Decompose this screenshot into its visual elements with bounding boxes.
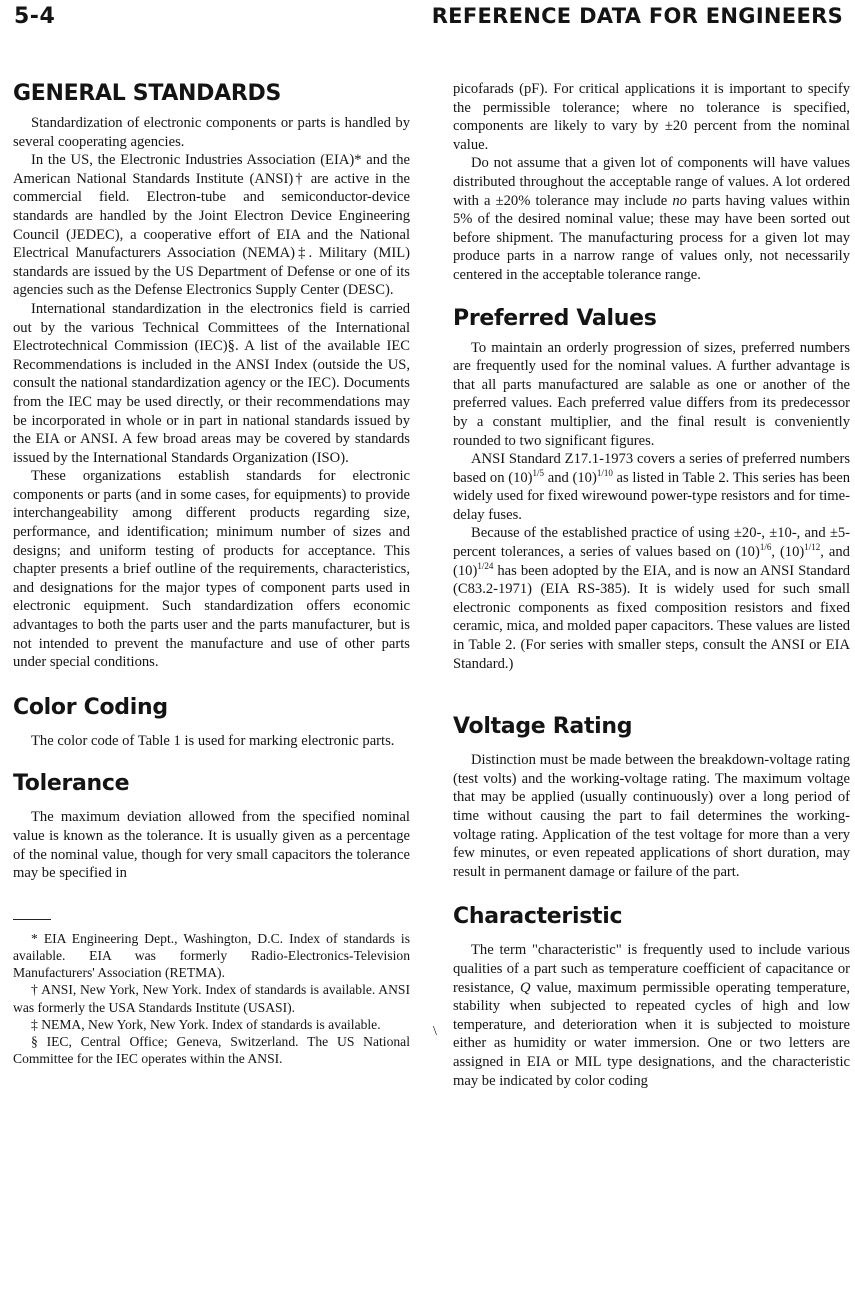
heading-preferred-values: Preferred Values: [453, 305, 657, 331]
paragraph: Do not assume that a given lot of components will have values distributed throughout the acceptable range of values. A lot ordered with a ±20% tolerance may include no parts having values within 5% of the desired nominal value; these may have been sorted out before shipment. The manufacturing process for a given lot may produce parts in a narrow range of values only, not necessarily centered in the acceptable tolerance range.: [453, 155, 850, 283]
paragraph: Distinction must be made between the breakdown-voltage rating (test volts) and the working-voltage rating. The maximum voltage that may be applied (usually continuously) over a long period of time without causing the part to fail determines the working-voltage rating. Application of the test voltage for more than a very few minutes, or even repeated applications of short duration, may result in permanent damage or failure of the part.: [453, 752, 850, 880]
right-column: [453, 80, 850, 1090]
page-header: [14, 4, 843, 34]
paragraph: picofarads (pF). For critical applications it is important to specify the permissible tolerance; where no tolerance is specified, components are likely to vary by ±20 percent from the nominal value.: [453, 81, 850, 153]
footnote: * EIA Engineering Dept., Washington, D.C. Index of standards is available. EIA was formerly Radio-Electronics-Television Manufacturers' Association (RETMA).: [13, 930, 410, 981]
left-column: [13, 80, 410, 1067]
heading-color-coding: Color Coding: [13, 694, 168, 720]
footnote: † ANSI, New York, New York. Index of standards is available. ANSI was formerly the USA Standards Institute (USASI).: [13, 982, 410, 1015]
paragraph: ANSI Standard Z17.1-1973 covers a series of preferred numbers based on $(10)^{1/5}$ and $(10)^{1/10}$ as listed in Table 2. This series has been widely used for fixed wirewound power-type resistors and for time-delay fuses.: [453, 451, 850, 523]
footnote: § IEC, Central Office; Geneva, Switzerland. The US National Committee for the IEC operates within the ANSI.: [13, 1034, 410, 1067]
heading-voltage-rating: Voltage Rating: [453, 714, 633, 740]
paragraph: The maximum deviation allowed from the specified nominal value is known as the tolerance. It is usually given as a percentage of the nominal value, though for very small capacitors the tolerance may be specified in: [13, 809, 410, 882]
paragraph: Standardization of electronic components or parts is handled by several cooperating agencies.: [13, 115, 410, 150]
page-number: 5-4: [14, 4, 56, 29]
paragraph: These organizations establish standards for electronic components or parts (and in some cases, for equipments) to provide interchangeability among different products regarding size, performance, and identification; minimum number of sizes and designs; and uniform testing of products for acceptance. This chapter presents a brief outline of the requirements, characteristics, and designations for the major types of component parts used in electronic equipment. Such standardization offers economic advantages to both the parts user and the parts manufacturer, but is not intended to prevent the manufacture and use of other parts under special conditions.: [13, 468, 410, 671]
margin-mark: \: [433, 1024, 437, 1039]
footnote-rule: [13, 919, 51, 920]
paragraph: International standardization in the electronics field is carried out by the various Technical Committees of the International Electrotechnical Commission (IEC)§. A list of the available IEC Recommendations is included in the ANSI Index (outside the US, consult the national standardization agency or the IEC). Documents from the IEC may be used directly, or their recommendations may be incorporated in whole or in part in national standards issued by the EIA or ANSI. A few broad areas may be covered by standards issued by the International Standards Organization (ISO).: [13, 300, 410, 466]
paragraph: In the US, the Electronic Industries Association (EIA)* and the American National Standards Institute (ANSI)† are active in the commercial field. Electron-tube and semiconductor-device standards are handled by the Joint Electron Device Engineering Council (JEDEC), a cooperative effort of EIA and the National Electrical Manufacturers Association (NEMA)‡. Military (MIL) standards are issued by the US Department of Defense or one of its agencies such as the Defense Electronics Supply Center (DESC).: [13, 152, 410, 299]
footnote: ‡ NEMA, New York, New York. Index of standards is available.: [31, 1016, 381, 1032]
paragraph: Because of the established practice of using ±20-, ±10-, and ±5-percent tolerances, a series of values based on $(10)^{1/6}$, $(10)^{1/12}$, and $(10)^{1/24}$ has been adopted by the EIA, and is now an ANSI Standard (C83.2-1971) (EIA RS-385). It is widely used for such small electronic components as fixed composition resistors and fixed ceramic, mica, and molded paper capacitors. These values are listed in Table 2. (For series with smaller steps, consult the ANSI or EIA Standard.): [453, 525, 850, 672]
heading-general-standards: GENERAL STANDARDS: [13, 81, 281, 106]
paragraph: The color code of Table 1 is used for marking electronic parts.: [31, 732, 395, 749]
paragraph: The term "characteristic" is frequently used to include various qualities of a part such as temperature coefficient of capacitance or resistance, Q value, maximum permissible operating temperature, stability when subjected to repeated cycles of high and low temperature, and deterioration when it is subjected to moisture either as humidity or water immersion. One or two letters are assigned in EIA or MIL type designations, and the characteristic may be indicated by color coding: [453, 942, 850, 1089]
heading-characteristic: Characteristic: [453, 904, 623, 930]
heading-tolerance: Tolerance: [13, 771, 130, 797]
paragraph: To maintain an orderly progression of sizes, preferred numbers are frequently used for the nominal values. A further advantage is that all parts manufactured are salable as one or another of the preferred values. Each preferred value differs from its predecessor by a constant multiplier, and the final result is conveniently rounded to two significant figures.: [453, 339, 850, 449]
running-title: REFERENCE DATA FOR ENGINEERS: [431, 4, 843, 28]
